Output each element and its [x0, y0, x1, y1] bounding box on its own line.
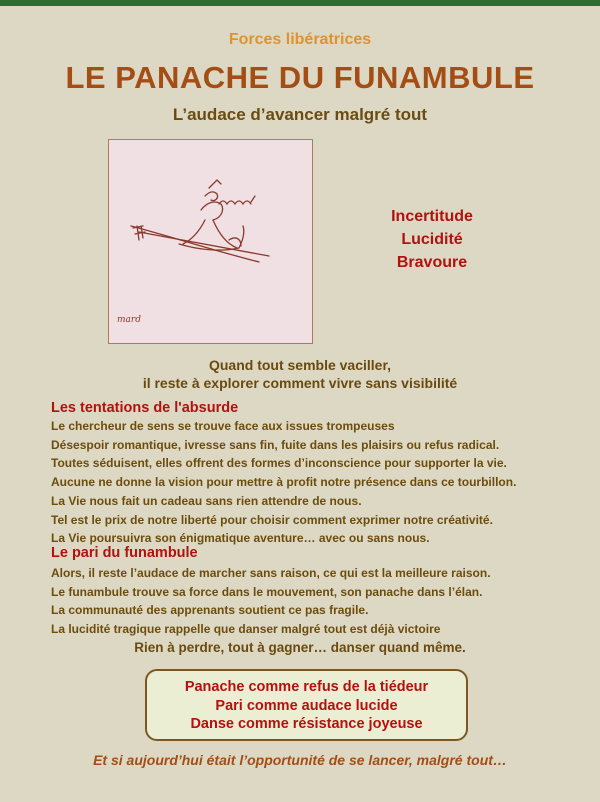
supertitle: Forces libératrices: [228, 31, 372, 48]
text-line: Toutes séduisent, elles offrent des formes d’inconscience pour supporter la vie.: [51, 456, 507, 471]
intro-line: Quand tout semble vaciller,: [208, 357, 392, 373]
section-heading-absurde: Les tentations de l'absurde: [51, 400, 239, 416]
closing-question: Et si aujourd’hui était l’opportunité de se lancer, malgré tout…: [93, 752, 507, 768]
keywords-list: [378, 205, 486, 274]
box-line: Danse comme résistance joyeuse: [190, 716, 423, 732]
box-line: Pari comme audace lucide: [215, 697, 398, 714]
text-line: La lucidité tragique rappelle que danser malgré tout est déjà victoire: [51, 622, 441, 637]
text-line: Le chercheur de sens se trouve face aux issues trompeuses: [51, 419, 395, 433]
section-body-funambule: [51, 564, 491, 639]
text-line: Le funambule trouve sa force dans le mouvement, son panache dans l’élan.: [51, 584, 483, 599]
illustration-signature: mard: [117, 315, 141, 325]
funambule-illustration: [108, 139, 313, 344]
box-line: Panache comme refus de la tiédeur: [184, 679, 429, 695]
intro-line: il reste à explorer comment vivre sans visibilité: [142, 375, 458, 391]
top-accent-bar: [0, 0, 600, 6]
funambule-drawing: [109, 140, 312, 343]
page-title: LE PANACHE DU FUNAMBULE: [65, 60, 535, 95]
subtitle: L’audace d’avancer malgré tout: [172, 105, 428, 124]
tagline: Rien à perdre, tout à gagner… danser quand même.: [134, 640, 466, 655]
summary-box: [145, 669, 468, 741]
keyword-incertitude: Incertitude: [391, 208, 473, 225]
section-heading-funambule: Le pari du funambule: [51, 545, 198, 561]
text-line: Aucune ne donne la vision pour mettre à profit notre présence dans ce tourbillon.: [51, 475, 517, 490]
intro-text: [0, 356, 600, 392]
text-line: La Vie nous fait un cadeau sans rien attendre de nous.: [51, 493, 362, 508]
keyword-lucidite: Lucidité: [401, 231, 463, 248]
text-line: Tel est le prix de notre liberté pour choisir comment exprimer notre créativité.: [51, 512, 493, 527]
keyword-bravoure: Bravoure: [396, 254, 468, 271]
section-body-absurde: [51, 417, 516, 548]
text-line: La communauté des apprenants soutient ce pas fragile.: [51, 603, 369, 618]
text-line: La Vie poursuivra son énigmatique aventure… avec ou sans nous.: [51, 531, 430, 546]
text-line: Alors, il reste l’audace de marcher sans raison, ce qui est la meilleure raison.: [51, 566, 491, 580]
text-line: Désespoir romantique, ivresse sans fin, fuite dans les plaisirs ou refus radical.: [51, 437, 500, 452]
